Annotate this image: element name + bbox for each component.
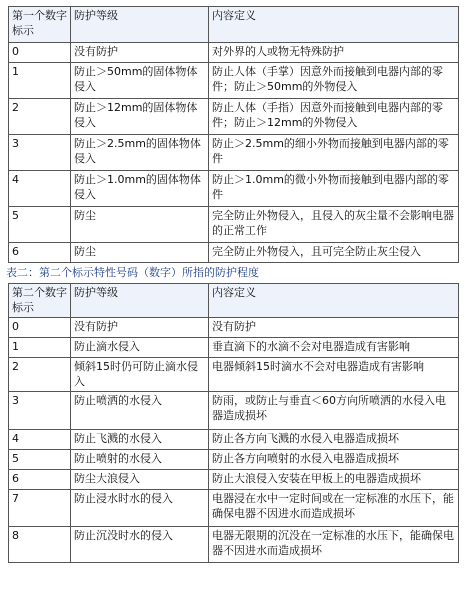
cell-digit: 3 [9, 135, 71, 171]
cell-protection-level: 防止浸水时水的侵入 [71, 490, 209, 527]
cell-protection-level: 防止＞12mm的固体物体侵入 [71, 99, 209, 135]
cell-digit: 0 [9, 43, 71, 63]
cell-protection-level: 防止＞1.0mm的固体物体侵入 [71, 171, 209, 207]
cell-protection-level: 没有防护 [71, 43, 209, 63]
table-row [9, 450, 459, 470]
table-row [9, 243, 459, 263]
cell-digit: 2 [9, 358, 71, 392]
cell-protection-level: 倾斜15时仍可防止滴水侵入 [71, 358, 209, 392]
cell-digit: 2 [9, 99, 71, 135]
cell-protection-level: 防尘大浪侵入 [71, 470, 209, 490]
cell-digit: 5 [9, 450, 71, 470]
table-row [9, 43, 459, 63]
cell-definition: 防止各方向飞溅的水侵入电器造成损坏 [209, 430, 459, 450]
header-cell-level: 防护等级 [71, 7, 209, 43]
table-row [9, 527, 459, 563]
cell-definition: 对外界的人或物无特殊防护 [209, 43, 459, 63]
cell-protection-level: 防止喷洒的水侵入 [71, 392, 209, 430]
cell-digit: 1 [9, 338, 71, 358]
cell-digit: 6 [9, 243, 71, 263]
cell-protection-level: 防止滴水侵入 [71, 338, 209, 358]
table-row [9, 338, 459, 358]
cell-definition: 防止＞2.5mm的细小外物而接触到电器内部的零件 [209, 135, 459, 171]
cell-digit: 0 [9, 318, 71, 338]
cell-digit: 5 [9, 207, 71, 243]
header-cell-level: 防护等级 [71, 284, 209, 318]
table-header-row [9, 7, 459, 43]
cell-protection-level: 防止＞2.5mm的固体物体侵入 [71, 135, 209, 171]
cell-protection-level: 防止沉没时水的侵入 [71, 527, 209, 563]
table-row [9, 392, 459, 430]
cell-protection-level: 没有防护 [71, 318, 209, 338]
cell-definition: 电器倾斜15时滴水不会对电器造成有害影响 [209, 358, 459, 392]
cell-definition: 防止人体（手掌）因意外而接触到电器内部的零件；防止＞50mm的外物侵入 [209, 63, 459, 99]
table-row [9, 318, 459, 338]
header-cell-digit: 第一个数字标示 [9, 7, 71, 43]
cell-definition: 完全防止外物侵入，且侵入的灰尘量不会影响电器的正常工作 [209, 207, 459, 243]
cell-definition: 防止＞1.0mm的微小外物而接触到电器内部的零件 [209, 171, 459, 207]
cell-definition: 防止大浪侵入安装在甲板上的电器造成损坏 [209, 470, 459, 490]
table-row [9, 207, 459, 243]
cell-digit: 8 [9, 527, 71, 563]
header-cell-digit: 第二个数字标示 [9, 284, 71, 318]
table-row [9, 171, 459, 207]
table-first-digit [8, 6, 459, 263]
cell-digit: 3 [9, 392, 71, 430]
cell-digit: 1 [9, 63, 71, 99]
page-content [8, 6, 458, 563]
header-cell-definition: 内容定义 [209, 284, 459, 318]
cell-definition: 电器无限期的沉没在一定标准的水压下，能确保电器不因进水而造成损坏 [209, 527, 459, 563]
header-cell-definition: 内容定义 [209, 7, 459, 43]
table-row [9, 135, 459, 171]
cell-definition: 垂直滴下的水滴不会对电器造成有害影响 [209, 338, 459, 358]
cell-definition: 防雨，或防止与垂直＜60方向所喷洒的水侵入电器造成损坏 [209, 392, 459, 430]
cell-protection-level: 防止＞50mm的固体物体侵入 [71, 63, 209, 99]
table-second-digit-body [9, 284, 459, 563]
table-first-digit-body [9, 7, 459, 263]
cell-protection-level: 防止飞溅的水侵入 [71, 430, 209, 450]
cell-digit: 6 [9, 470, 71, 490]
cell-definition: 电器浸在水中一定时间或在一定标准的水压下，能确保电器不因进水而造成损坏 [209, 490, 459, 527]
table-row [9, 470, 459, 490]
cell-definition: 防止各方向喷射的水侵入电器造成损坏 [209, 450, 459, 470]
table-second-digit [8, 283, 459, 563]
table-row [9, 490, 459, 527]
cell-digit: 4 [9, 430, 71, 450]
cell-digit: 4 [9, 171, 71, 207]
cell-definition: 没有防护 [209, 318, 459, 338]
table-row [9, 358, 459, 392]
table-two-caption: 表二：第二个标示特性号码（数字）所指的防护程度 [6, 266, 259, 279]
table-header-row [9, 284, 459, 318]
cell-definition: 完全防止外物侵入，且可完全防止灰尘侵入 [209, 243, 459, 263]
table-row [9, 63, 459, 99]
cell-protection-level: 防尘 [71, 207, 209, 243]
cell-protection-level: 防止喷射的水侵入 [71, 450, 209, 470]
cell-definition: 防止人体（手指）因意外而接触到电器内部的零件；防止＞12mm的外物侵入 [209, 99, 459, 135]
cell-protection-level: 防尘 [71, 243, 209, 263]
table-row [9, 430, 459, 450]
table-row [9, 99, 459, 135]
cell-digit: 7 [9, 490, 71, 527]
